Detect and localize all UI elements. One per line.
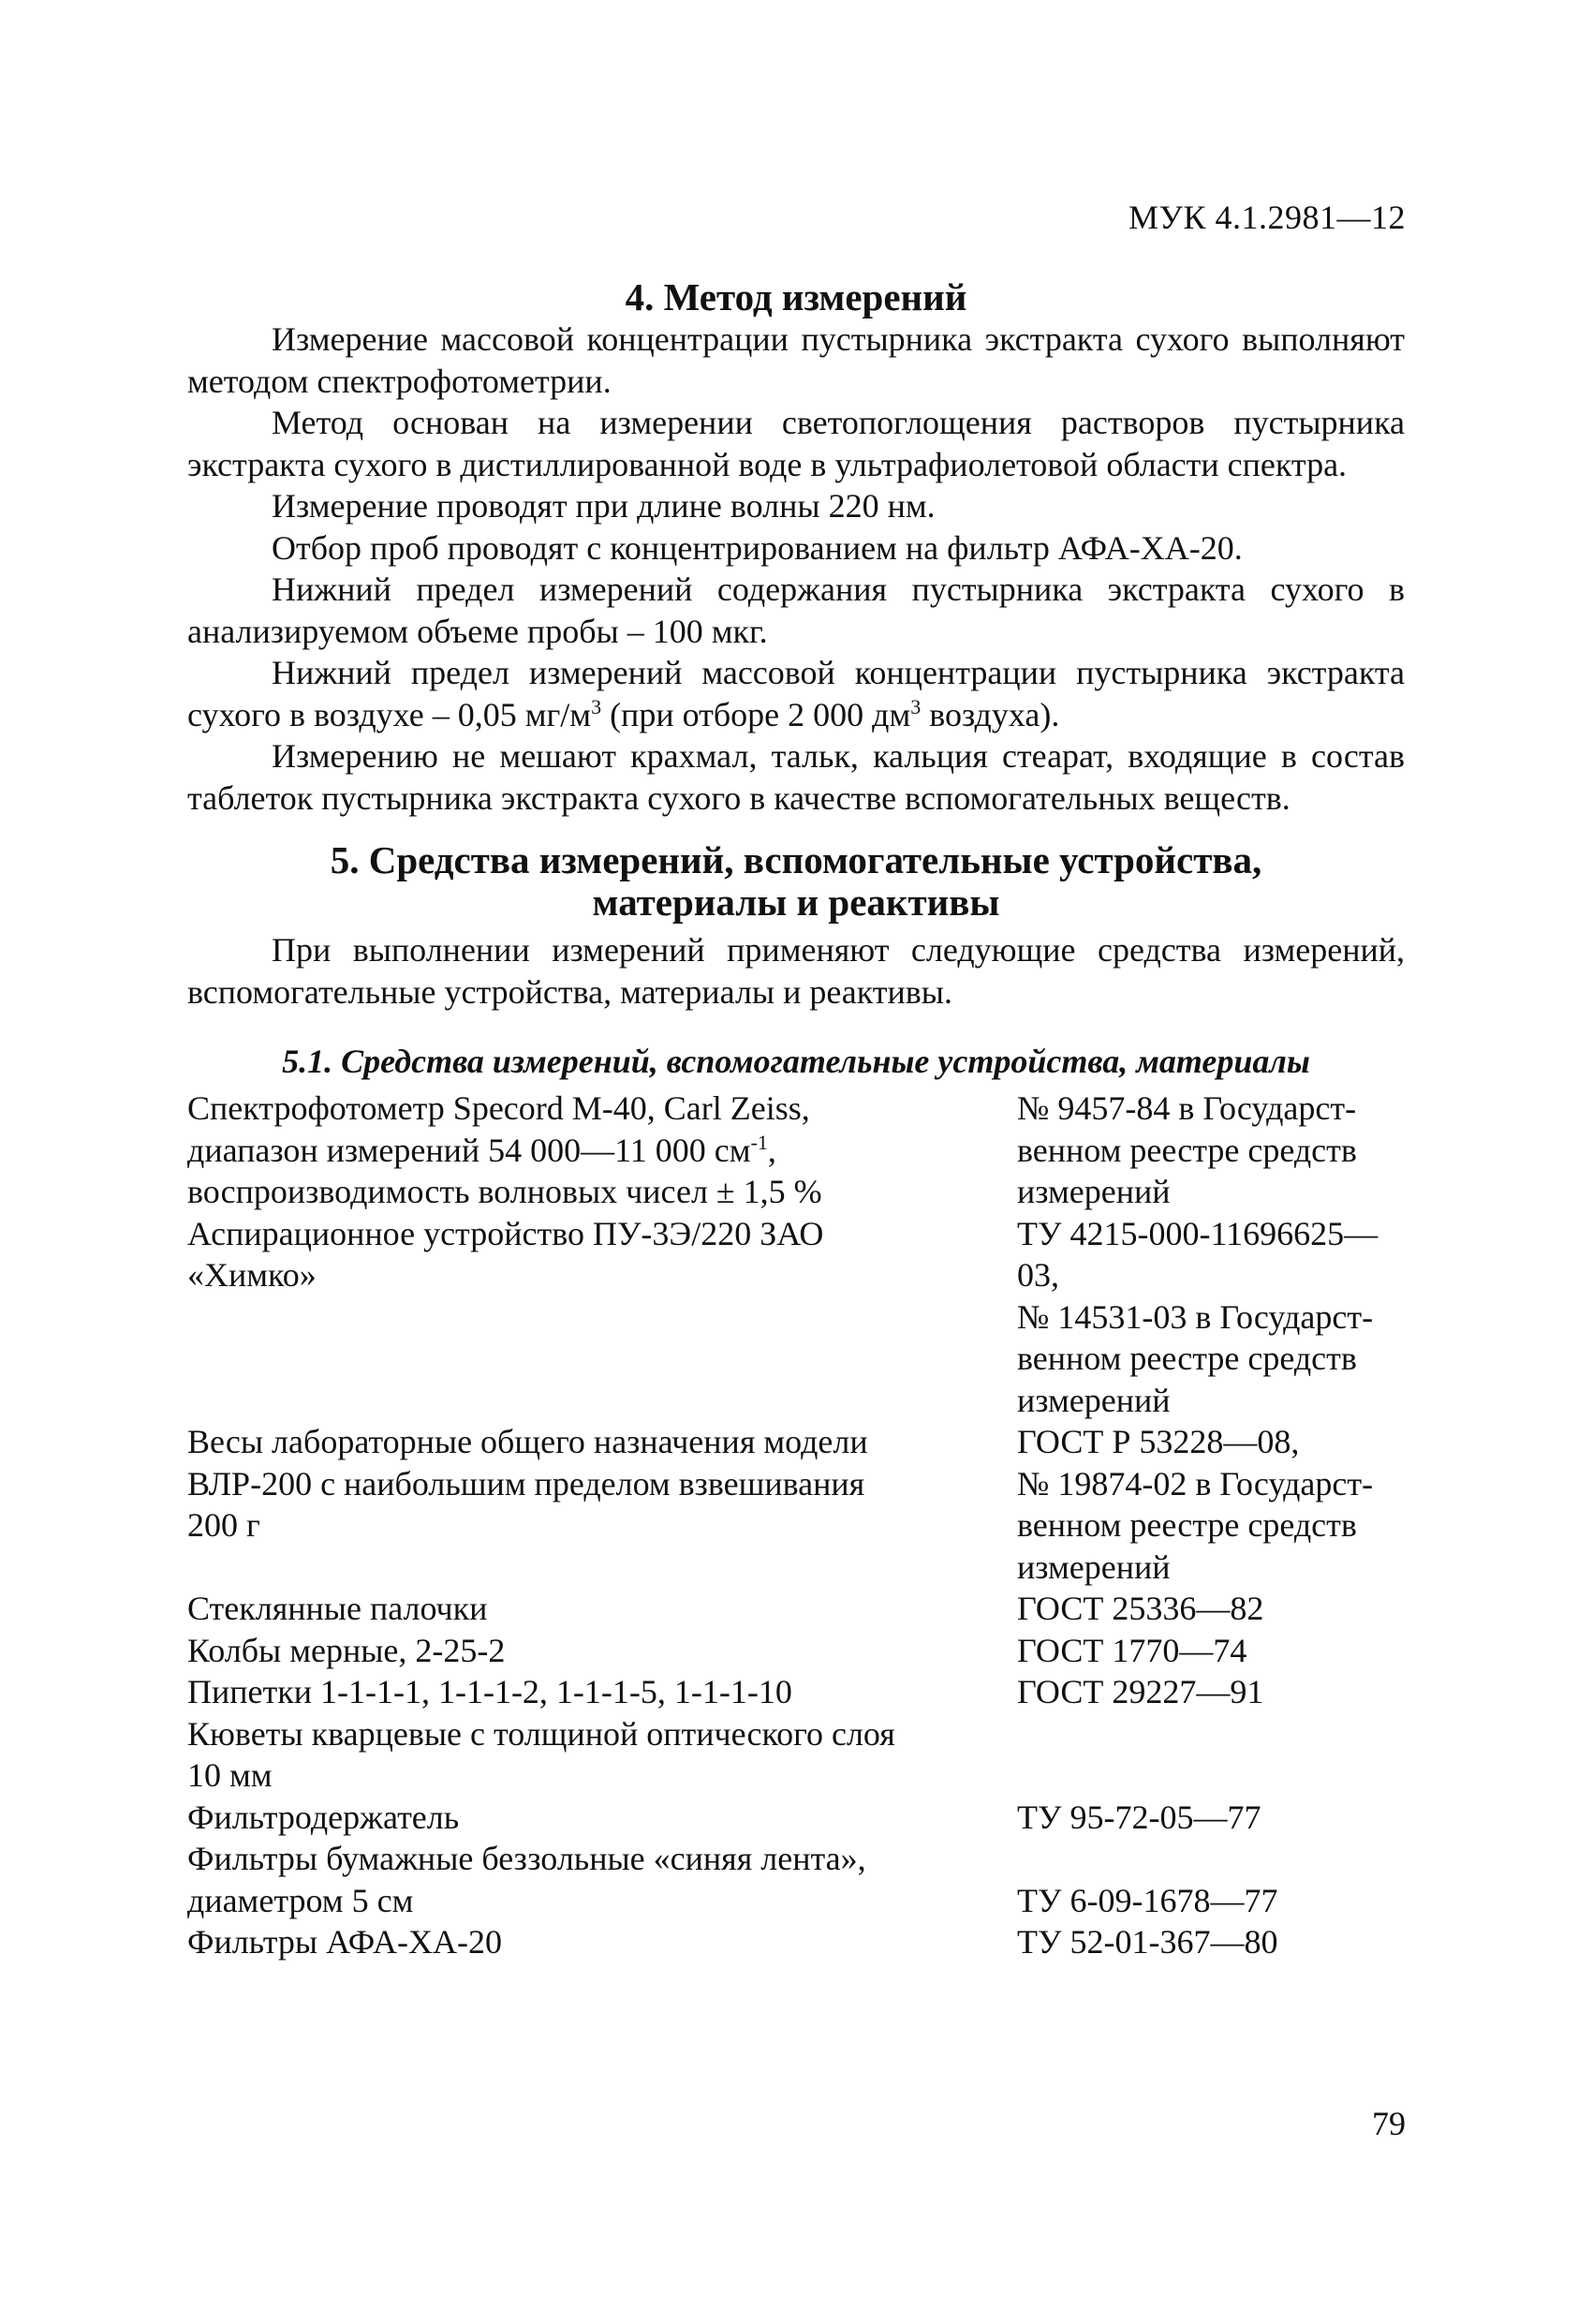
item-standard: ГОСТ 1770—74 [1017,1631,1247,1669]
section-5-title [187,839,1405,924]
table-row [187,1213,1405,1422]
item-name: Стеклянные палочки [187,1590,488,1627]
item-standard: ТУ 6-09-1678—77 [1017,1881,1278,1919]
table-row [187,1088,1405,1213]
section-4-limit-paragraph [187,652,1405,735]
limit-unit-superscript-2: 3 [910,694,922,718]
item-name: Фильтры АФА-ХА-20 [187,1923,502,1961]
section-4-paragraph-2: Метод основан на измерении светопоглощения растворов пустырника экстракта сухого в дистиллированной воде в ультрафиолетовой области спектра. [187,404,1405,483]
table-row [187,1671,1405,1713]
item-name: Фильтродержатель [187,1798,460,1836]
page-content [187,276,1405,1963]
limit-text-middle: (при отборе 2 000 дм [601,695,911,733]
section-4-paragraph-3: Измерение проводят при длине волны 220 нм. [272,487,936,525]
section-4-paragraph-last: Измерению не мешают крахмал, тальк, кальция стеарат, входящие в состав таблеток пустырника экстракта сухого в качестве вспомогательных веществ. [187,737,1405,817]
table-row [187,1588,1405,1630]
section-5-intro: При выполнении измерений применяют следующие средства измерений, вспомогательные устройства, материалы и реактивы. [187,931,1405,1011]
page-number: 79 [1372,2105,1406,2142]
section-4-paragraph-1: Измерение массовой концентрации пустырника экстракта сухого выполняют методом спектрофотометрии. [187,320,1405,400]
item-name: Аспирационное устройство ПУ-3Э/220 ЗАО «Химко» [187,1214,824,1294]
wavenumber-unit-superscript: -1 [750,1130,768,1154]
section-5-title-line-2: материалы и реактивы [592,881,1000,924]
item-name: Спектрофотометр Specord M-40, Carl Zeiss, диапазон измерений 54 000—11 000 $см^{-1}$, воспроизводимость волновых чисел ± 1,5 % [187,1089,822,1210]
section-5-title-line-1: 5. Средства измерений, вспомогательные устройства, [330,838,1262,881]
limit-text-after: воздуха). [921,695,1060,733]
limit-unit-superscript-1: 3 [591,694,602,718]
table-row [187,1421,1405,1588]
item-standard: ТУ 95-72-05—77 [1017,1798,1261,1836]
table-row [187,1713,1405,1797]
table-row [187,1630,1405,1672]
item-name: Фильтры бумажные беззольные «синяя лента», диаметром 5 см [187,1840,866,1919]
item-name-wide: Кюветы кварцевые с толщиной оптического слоя 10 мм [187,1714,895,1794]
limit-text-before: Нижний предел измерений массовой концентрации пустырника экстракта сухого в воздухе – 0,05 мг/м [187,654,1405,733]
item-standard: ГОСТ 25336—82 [1017,1590,1264,1627]
subsection-5-1-title: 5.1. Средства измерений, вспомогательные устройства, материалы [282,1043,1310,1080]
document-code: МУК 4.1.2981—12 [1128,199,1406,236]
section-4-title: 4. Метод измерений [625,275,967,318]
section-4-paragraph-5: Нижний предел измерений содержания пустырника экстракта сухого в анализируемом объеме пробы – 100 мкг. [187,570,1405,650]
item-name: Весы лабораторные общего назначения модели ВЛР-200 с наибольшим пределом взвешивания 200 г [187,1423,868,1544]
item-name: Колбы мерные, 2-25-2 [187,1631,506,1669]
item-standard: ТУ 52-01-367—80 [1017,1923,1278,1961]
equipment-table [187,1088,1405,1963]
item-standard: ТУ 4215-000-11696625—03, № 14531-03 в Государст- венном реестре средств измерений [1017,1214,1379,1419]
table-row [187,1921,1405,1963]
item-standard: № 9457-84 в Государст- венном реестре средств измерений [1017,1089,1357,1210]
section-4-body [187,318,1405,819]
section-4-paragraph-4: Отбор проб проводят с концентрированием на фильтр АФА-ХА-20. [272,528,1243,567]
table-row [187,1838,1405,1921]
item-standard: ГОСТ 29227—91 [1017,1673,1264,1710]
table-row [187,1797,1405,1839]
item-standard: ГОСТ Р 53228—08, № 19874-02 в Государст- венном реестре средств измерений [1017,1423,1374,1586]
item-name: Пипетки 1-1-1-1, 1-1-1-2, 1-1-1-5, 1-1-1-10 [187,1673,792,1710]
